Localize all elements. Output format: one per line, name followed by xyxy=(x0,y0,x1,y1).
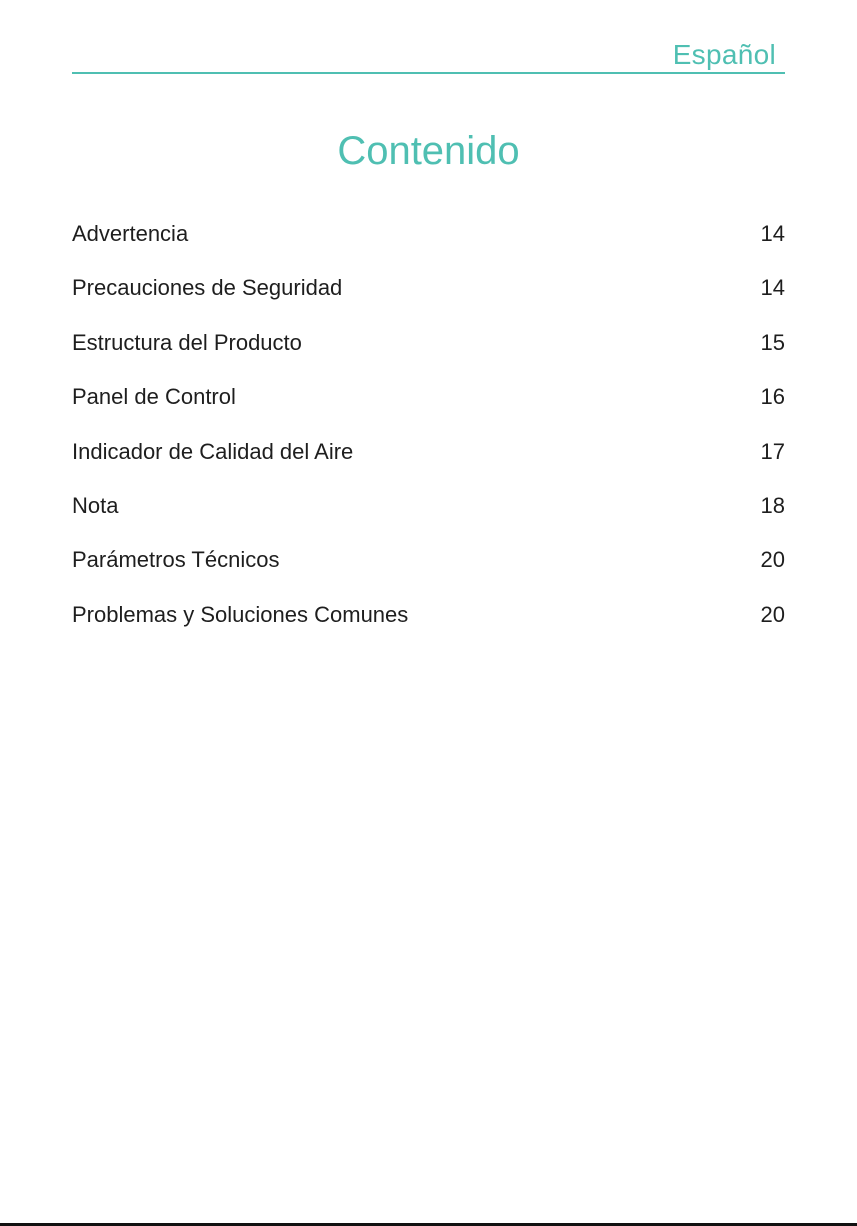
table-of-contents xyxy=(72,218,785,653)
toc-entry-parametros[interactable] xyxy=(72,544,785,598)
toc-entry-panel[interactable] xyxy=(72,381,785,435)
toc-entry-page: 14 xyxy=(760,275,785,301)
toc-entry-title: Panel de Control xyxy=(72,384,236,410)
toc-entry-title: Parámetros Técnicos xyxy=(72,547,280,573)
toc-entry-nota[interactable] xyxy=(72,490,785,544)
toc-entry-title: Estructura del Producto xyxy=(72,329,302,355)
toc-entry-title: Precauciones de Seguridad xyxy=(72,275,343,301)
toc-entry-page: 18 xyxy=(760,492,785,518)
toc-entry-advertencia[interactable] xyxy=(72,218,785,272)
toc-entry-page: 20 xyxy=(760,601,785,627)
language-label: Español xyxy=(672,39,776,70)
toc-entry-estructura[interactable] xyxy=(72,327,785,381)
toc-entry-problemas[interactable] xyxy=(72,599,785,653)
header-divider xyxy=(72,72,785,74)
page-title: Contenido xyxy=(337,129,520,173)
toc-entry-title: Nota xyxy=(72,492,119,518)
toc-entry-title: Advertencia xyxy=(72,221,189,246)
toc-entry-title: Problemas y Soluciones Comunes xyxy=(72,601,409,627)
toc-entry-page: 15 xyxy=(760,329,785,355)
toc-entry-page: 16 xyxy=(760,384,785,410)
toc-entry-page: 20 xyxy=(760,547,785,573)
toc-entry-title: Indicador de Calidad del Aire xyxy=(72,438,354,464)
toc-entry-indicador[interactable] xyxy=(72,436,785,490)
toc-entry-precauciones[interactable] xyxy=(72,272,785,326)
toc-entry-page: 14 xyxy=(760,221,785,246)
toc-entry-page: 17 xyxy=(760,438,785,464)
